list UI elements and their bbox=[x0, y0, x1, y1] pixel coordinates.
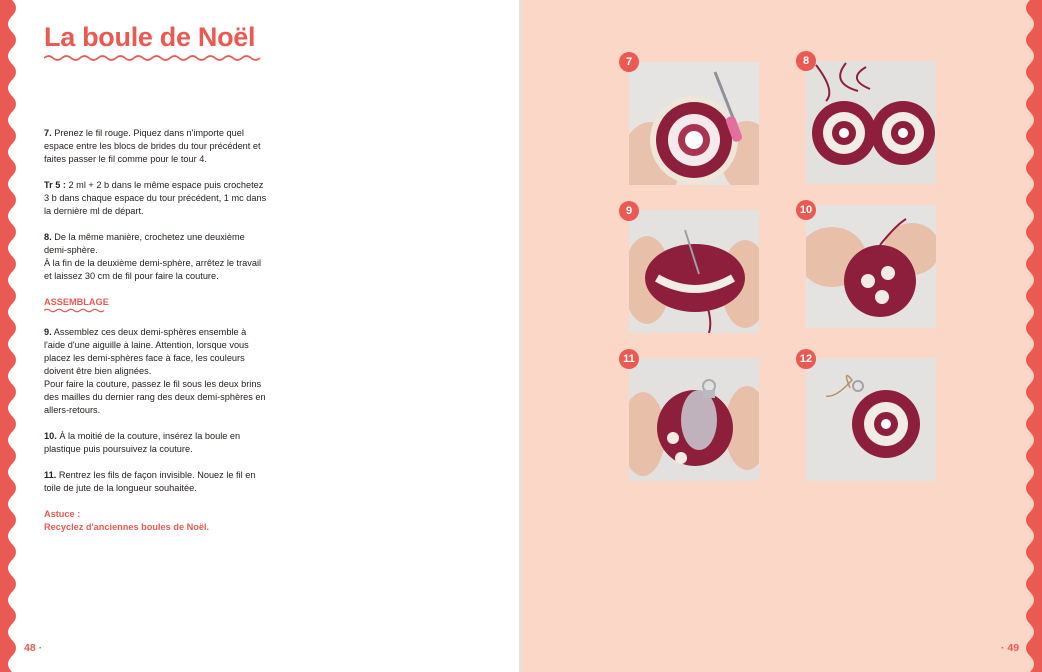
step-10-text: À la moitié de la couture, insérez la boule en plastique puis poursuivez la couture. bbox=[44, 431, 241, 454]
photo-step-8 bbox=[806, 61, 936, 184]
round-5-text: 2 ml + 2 b dans le même espace puis crochetez 3 b dans chaque espace du tour précédent, 1 mc dans la dernière ml de départ. bbox=[44, 180, 267, 216]
section-heading-label: ASSEMBLAGE bbox=[44, 297, 109, 307]
page-number-left: 48 · bbox=[24, 642, 43, 654]
photo-step-10 bbox=[806, 205, 936, 328]
page-title: La boule de Noël bbox=[44, 22, 256, 52]
right-wavy-border bbox=[1022, 0, 1042, 672]
step-10-paragraph bbox=[44, 430, 268, 456]
step-11-paragraph bbox=[44, 469, 268, 495]
step-9-paragraph bbox=[44, 326, 268, 417]
step-11-number: 11. bbox=[44, 470, 57, 480]
step-7-text: Prenez le fil rouge. Piquez dans n'importe quel espace entre les blocs de brides du tour précédent et faites passer le fil comme pour le tour 4. bbox=[44, 128, 261, 164]
step-9-text-2: Pour faire la couture, passez le fil sous les deux brins des mailles du dernier rang des deux demi-sphères en allers-retours. bbox=[44, 379, 266, 415]
instructions-body bbox=[44, 127, 268, 534]
step-8-text: De la même manière, crochetez une deuxième demi-sphère. bbox=[44, 232, 245, 255]
step-9-number: 9. bbox=[44, 327, 52, 337]
step-7-paragraph bbox=[44, 127, 268, 166]
right-page bbox=[521, 0, 1042, 672]
photo-step-12 bbox=[806, 358, 936, 481]
step-badge-12: 12 bbox=[796, 349, 816, 369]
step-badge-8: 8 bbox=[796, 51, 816, 71]
step-badge-7: 7 bbox=[619, 52, 639, 72]
round-5-paragraph bbox=[44, 179, 268, 218]
left-wavy-border bbox=[0, 0, 20, 672]
step-badge-11: 11 bbox=[619, 349, 639, 369]
step-10-number: 10. bbox=[44, 431, 57, 441]
photo-step-7 bbox=[629, 62, 759, 185]
step-9-text: Assemblez ces deux demi-sphères ensemble à l'aide d'une aiguille à laine. Attention, lorsque vous placez les demi-sphères face à face, les couleurs doivent être bien alignées. bbox=[44, 327, 249, 376]
step-badge-10: 10 bbox=[796, 200, 816, 220]
round-5-label: Tr 5 : bbox=[44, 180, 66, 190]
title-underline-wave bbox=[44, 54, 262, 62]
section-heading bbox=[44, 296, 109, 313]
photo-step-9 bbox=[629, 210, 759, 333]
tip-text: Recyclez d'anciennes boules de Noël. bbox=[44, 522, 210, 532]
page-number-right: · 49 bbox=[1001, 642, 1020, 654]
step-8-text-2: À la fin de la deuxième demi-sphère, arrêtez le travail et laissez 30 cm de fil pour faire la couture. bbox=[44, 258, 262, 281]
section-underline-wave bbox=[44, 308, 106, 313]
book-spine bbox=[519, 0, 522, 672]
step-badge-9: 9 bbox=[619, 201, 639, 221]
tip-label: Astuce : bbox=[44, 509, 81, 519]
step-8-paragraph bbox=[44, 231, 268, 283]
photo-step-11 bbox=[629, 358, 759, 481]
step-7-number: 7. bbox=[44, 128, 52, 138]
step-8-number: 8. bbox=[44, 232, 52, 242]
step-11-text: Rentrez les fils de façon invisible. Nouez le fil en toile de jute de la longueur souhaitée. bbox=[44, 470, 256, 493]
